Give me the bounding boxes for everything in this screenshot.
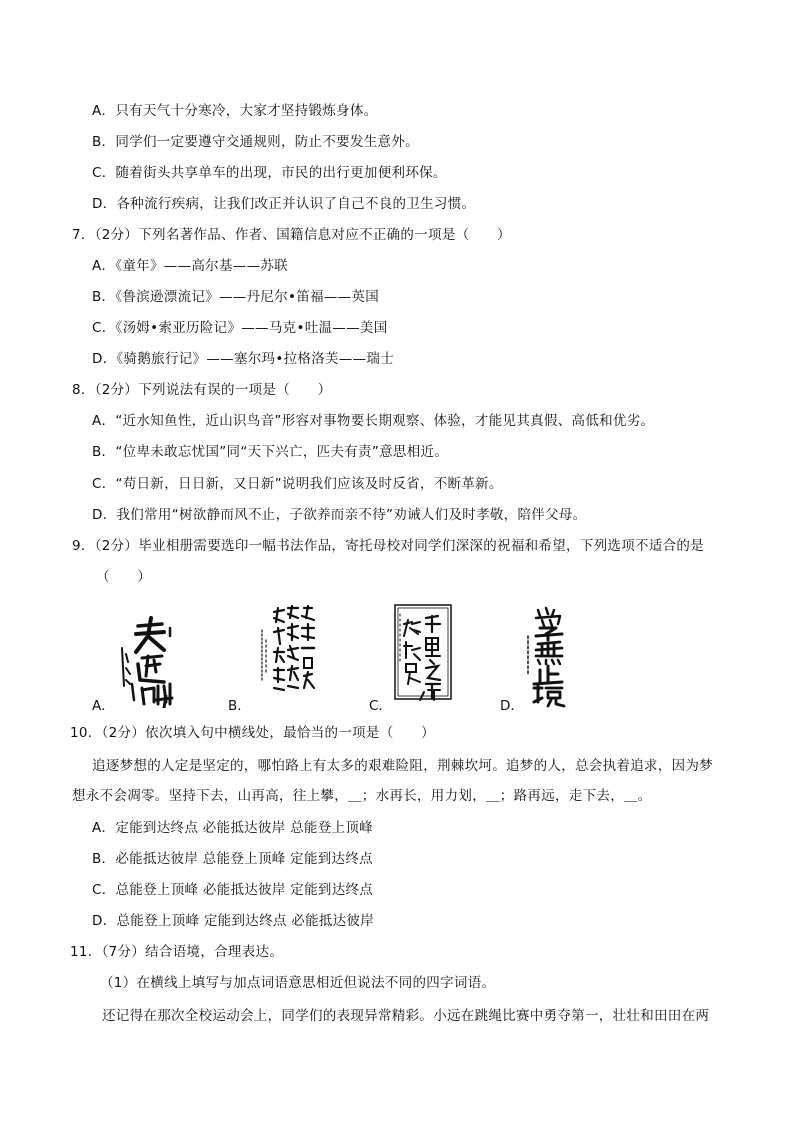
q9-stem-line1: 9．（2分）毕业相册需要选印一幅书法作品，寄托母校对同学们深深的祝福和希望，下列选项不适合的是 — [72, 538, 705, 554]
calligraphy-a-image — [114, 604, 194, 708]
q8-option-a: A．“近水知鱼性，近山识鸟音”形容对事物要长期观察、体验，才能见其真假、高低和优劣。 — [92, 413, 655, 429]
q10-stem: 10．（2分）依次填入句中横线处，最恰当的一项是（ ） — [70, 725, 435, 741]
q7-option-c: C．《汤姆•索亚历险记》——马克•吐温——美国 — [92, 320, 388, 336]
calligraphy-b-image — [252, 600, 318, 704]
q10-paragraph-line1: 追逐梦想的人定是坚定的，哪怕路上有太多的艰难险阻，荆棘坎坷。追梦的人，总会执着追求，因为梦 — [92, 758, 713, 774]
q7-stem: 7．（2分）下列名著作品、作者、国籍信息对应不正确的一项是（ ） — [72, 227, 511, 243]
q9-label-a: A． — [92, 698, 115, 714]
q10-paragraph-line2: 想永不会凋零。坚持下去，山再高，往上攀，＿；水再长，用力划，＿；路再远，走下去，＿。 — [72, 788, 652, 804]
q8-option-c: C．“苟日新，日日新，又日新”说明我们应该及时反省，不断革新。 — [92, 476, 503, 492]
q6-option-d: D．各种流行疾病，让我们改正并认识了自己不良的卫生习惯。 — [92, 196, 476, 212]
q10-option-d: D．总能登上顶峰 定能到达终点 必能抵达彼岸 — [92, 913, 375, 929]
q6-option-a: A．只有天气十分寒冷，大家才坚持锻炼身体。 — [92, 103, 378, 119]
q6-option-b: B．同学们一定要遵守交通规则，防止不要发生意外。 — [92, 134, 419, 150]
q10-option-b: B．必能抵达彼岸 总能登上顶峰 定能到达终点 — [92, 851, 373, 867]
q8-option-d: D．我们常用“树欲静而风不止，子欲养而亲不待”劝诫人们及时孝敬，陪伴父母。 — [92, 507, 587, 523]
q7-option-d: D．《骑鹅旅行记》——塞尔玛•拉格洛芙——瑞士 — [92, 351, 395, 367]
q9-label-b: B． — [228, 698, 251, 714]
q7-option-a: A．《童年》——高尔基——苏联 — [92, 258, 288, 274]
q6-option-c: C．随着街头共享单车的出现，市民的出行更加便利环保。 — [92, 165, 447, 181]
q7-option-b: B．《鲁滨逊漂流记》——丹尼尔•笛福——英国 — [92, 289, 380, 305]
q9-label-d: D． — [500, 698, 524, 714]
calligraphy-c-image — [392, 602, 454, 702]
q10-option-c: C．总能登上顶峰 必能抵达彼岸 定能到达终点 — [92, 882, 374, 898]
q9-label-c: C． — [369, 698, 392, 714]
q11-paragraph-line1: 还记得在那次全校运动会上，同学们的表现异常精彩。小远在跳绳比赛中勇夺第一，壮壮和田田在两 — [102, 1008, 710, 1024]
calligraphy-d-image — [520, 604, 572, 708]
q11-stem: 11．（7分）结合语境，合理表达。 — [70, 944, 284, 960]
q9-stem-line2: （ ） — [96, 569, 152, 585]
q11-sub1: （1）在横线上填写与加点词语意思相近但说法不同的四字词语。 — [100, 975, 496, 991]
q10-option-a: A．定能到达终点 必能抵达彼岸 总能登上顶峰 — [92, 820, 373, 836]
q8-stem: 8．（2分）下列说法有误的一项是（ ） — [72, 382, 332, 398]
q8-option-b: B．“位卑未敢忘忧国”同“天下兴亡，匹夫有责”意思相近。 — [92, 444, 449, 460]
